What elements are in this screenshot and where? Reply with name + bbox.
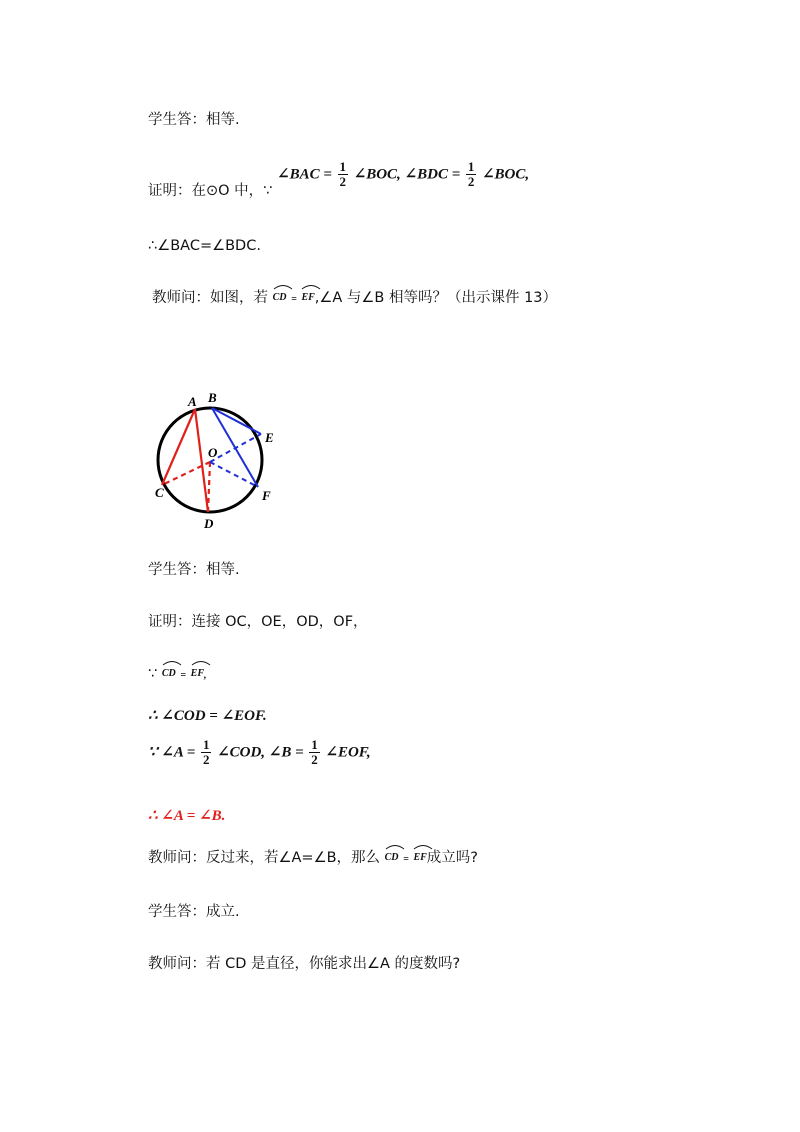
proof-line-1 (148, 159, 530, 199)
equals-sign: = (291, 294, 297, 305)
equals-sign: = (403, 854, 409, 865)
formula-eof: ∠EOF, (325, 744, 371, 761)
teacher-question-2 (148, 848, 478, 870)
arc-ef: EF (301, 288, 314, 308)
radius-oe (210, 434, 261, 462)
fraction-half: $\frac{1}{2}$ (467, 159, 475, 189)
fraction-half: $\frac{1}{2}$ (202, 737, 210, 767)
formula-bac: ∠BAC = (277, 166, 332, 183)
proof-prefix: 证明：在⊙O 中，∵ (148, 182, 273, 199)
because-symbol: ∵ (148, 666, 158, 682)
label-f: F (262, 488, 271, 503)
equals-sign: = (180, 670, 187, 681)
conclusion-line-1: ∴∠BAC=∠BDC. (148, 238, 261, 254)
chord-ad (195, 409, 208, 512)
because-angles-line (148, 738, 371, 767)
formula-boc: ∠BOC, (481, 166, 530, 183)
label-c: C (155, 485, 164, 500)
arc-cd: CD (385, 848, 399, 868)
therefore-a-equals-b: ∴ ∠A = ∠B. (148, 808, 226, 824)
arc-cd: CD (162, 664, 176, 684)
formula-boc-bdc: ∠BOC, ∠BDC = (353, 166, 461, 183)
arc-ef: EF (413, 848, 426, 868)
radius-od (208, 462, 210, 512)
label-d: D (204, 516, 214, 531)
student-answer-3: 学生答：成立. (148, 904, 240, 920)
question-suffix: 成立吗? (426, 850, 478, 866)
proof-line-2: 证明：连接 OC，OE，OD，OF， (148, 614, 368, 630)
formula-cod-b: ∠COD, ∠B = (217, 744, 304, 761)
arc-ef: EF (191, 664, 204, 684)
arc-cd: CD (273, 288, 287, 308)
fraction-half: $\frac{1}{2}$ (311, 737, 318, 767)
question-prefix: 教师问：反过来，若∠A=∠B，那么 (148, 850, 381, 866)
label-a: A (188, 394, 197, 409)
therefore-cod-eof: ∴ ∠COD = ∠EOF. (148, 708, 267, 724)
label-b: B (208, 390, 217, 405)
because-arcs-line (148, 664, 207, 686)
question-prefix: 教师问：如图，若 (152, 290, 268, 306)
circle-figure (150, 390, 290, 535)
formula-a: ∵ ∠A = (148, 744, 196, 761)
label-o: O (208, 445, 218, 460)
fraction-half: $\frac{1}{2}$ (339, 159, 347, 189)
student-answer-2: 学生答：相等. (148, 562, 240, 578)
comma: , (204, 670, 207, 681)
question-suffix: ,∠A 与∠B 相等吗？（出示课件 13） (314, 290, 558, 306)
teacher-question-1 (152, 288, 557, 310)
teacher-question-3: 教师问：若 CD 是直径，你能求出∠A 的度数吗? (148, 956, 461, 972)
student-answer-1: 学生答：相等. (148, 112, 240, 128)
label-e: E (265, 430, 274, 445)
